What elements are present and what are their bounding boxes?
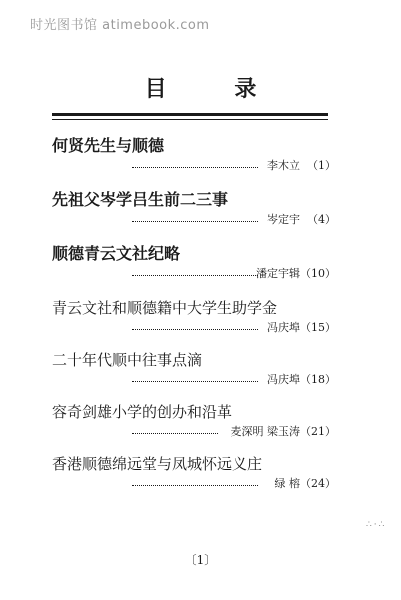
toc-leader bbox=[52, 266, 336, 282]
toc-entry-author: 绿 榕 bbox=[274, 477, 300, 490]
toc-entry-title: 先祖父岑学吕生前二三事 bbox=[52, 190, 229, 209]
toc-leader bbox=[52, 424, 336, 440]
toc-entry-author: 潘定宇辑 bbox=[256, 267, 300, 280]
leader-dots bbox=[132, 221, 258, 222]
toc-entry-author: 冯庆埠 bbox=[267, 321, 300, 334]
title-rule-thick bbox=[52, 113, 328, 116]
toc-entry-1[interactable] bbox=[52, 136, 336, 174]
watermark-text: 时光图书馆 atimebook.com bbox=[30, 18, 210, 33]
leader-dots bbox=[132, 381, 258, 382]
leader-dots bbox=[132, 167, 258, 168]
toc-entry-title: 何贤先生与顺德 bbox=[52, 136, 165, 155]
toc-entry-page: （21） bbox=[300, 425, 336, 438]
toc-leader bbox=[52, 158, 336, 174]
toc-entry-page: （15） bbox=[300, 321, 336, 334]
scan-speck: ∴·∴ bbox=[366, 520, 387, 530]
toc-entry-title: 青云文社和顺德籍中大学生助学金 bbox=[52, 299, 278, 317]
leader-dots bbox=[132, 275, 258, 276]
toc-entry-page: （24） bbox=[300, 477, 336, 490]
toc-entry-title: 容奇剑雄小学的创办和沿革 bbox=[52, 403, 233, 421]
toc-leader bbox=[52, 320, 336, 336]
toc-leader bbox=[52, 212, 336, 228]
toc-entry-page: （10） bbox=[300, 267, 336, 280]
toc-entry-title: 二十年代顺中往事点滴 bbox=[52, 351, 203, 369]
toc-entry-page: （4） bbox=[307, 213, 336, 226]
toc-entry-3[interactable] bbox=[52, 244, 336, 282]
toc-entry-author: 麦深明 梁玉涛 bbox=[230, 425, 300, 438]
toc-entry-4[interactable] bbox=[52, 298, 336, 336]
toc-entry-author: 岑定宇 bbox=[267, 213, 300, 226]
toc-entry-2[interactable] bbox=[52, 190, 336, 228]
toc-entry-title: 香港顺德绵远堂与凤城怀远义庄 bbox=[52, 455, 263, 473]
toc-entry-6[interactable] bbox=[52, 402, 336, 440]
toc-entry-title: 顺德青云文社纪略 bbox=[52, 244, 181, 263]
page-number-footer: 〔1〕 bbox=[184, 553, 217, 567]
leader-dots bbox=[132, 433, 218, 434]
toc-entry-page: （1） bbox=[307, 159, 336, 172]
title-rule-thin bbox=[52, 119, 328, 120]
page-title: 目 录 bbox=[144, 77, 287, 102]
toc-leader bbox=[52, 372, 336, 388]
toc-entry-5[interactable] bbox=[52, 350, 336, 388]
toc-entry-7[interactable] bbox=[52, 454, 336, 492]
toc-entry-page: （18） bbox=[300, 373, 336, 386]
leader-dots bbox=[132, 485, 258, 486]
toc-entry-author: 李木立 bbox=[267, 159, 300, 172]
toc-leader bbox=[52, 476, 336, 492]
leader-dots bbox=[132, 329, 258, 330]
toc-entry-author: 冯庆埠 bbox=[267, 373, 300, 386]
